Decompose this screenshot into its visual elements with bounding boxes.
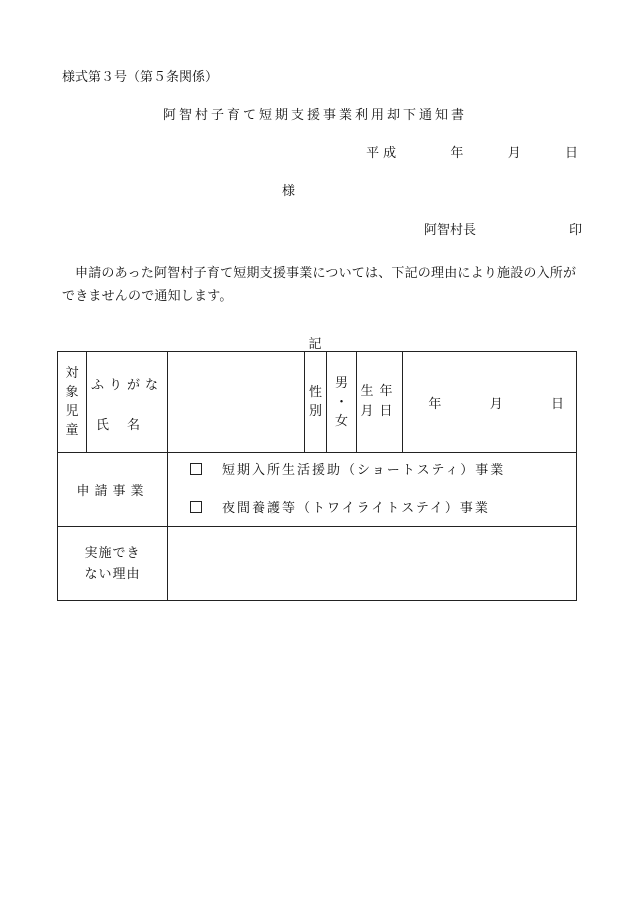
birth-label-bottom: 月日 bbox=[360, 404, 399, 419]
gender-options-cell[interactable] bbox=[327, 352, 357, 453]
furigana-name-label-cell bbox=[87, 352, 168, 453]
ki-label: 記 bbox=[308, 337, 322, 352]
name-input-cell[interactable] bbox=[168, 352, 305, 453]
service-label: 夜間養護等（トワイライトステイ）事業 bbox=[222, 500, 490, 516]
notice-body: 申請のあった阿智村子育て短期支援事業については、下記の理由により施設の入所ができませんので通知します。 bbox=[62, 266, 577, 304]
application-label: 申請事業 bbox=[76, 484, 149, 499]
subject-label-cell bbox=[58, 352, 87, 453]
date-era: 平成 bbox=[366, 146, 401, 161]
checkbox-icon[interactable] bbox=[190, 463, 202, 475]
reason-input-cell[interactable] bbox=[168, 527, 577, 601]
reason-label-line2: ない理由 bbox=[84, 566, 141, 582]
form-number: 様式第３号（第５条関係） bbox=[62, 70, 219, 85]
service-label: 短期入所生活援助（ショートスティ）事業 bbox=[222, 462, 506, 478]
checkbox-icon[interactable] bbox=[190, 501, 202, 513]
document-title: 阿智村子育て短期支援事業利用却下通知書 bbox=[162, 108, 467, 123]
service-option-short-stay[interactable] bbox=[190, 461, 576, 481]
date-month-unit: 月 bbox=[507, 146, 521, 161]
service-option-twilight-stay[interactable] bbox=[190, 499, 576, 519]
date-line bbox=[366, 142, 578, 161]
gender-male: 男 bbox=[334, 375, 348, 391]
gender-label-cell bbox=[305, 352, 327, 453]
date-year-unit: 年 bbox=[450, 146, 464, 161]
furigana-label: ふりがな bbox=[90, 378, 163, 393]
gender-female: 女 bbox=[334, 413, 348, 429]
birth-label-top: 生年 bbox=[360, 384, 399, 399]
reason-label-line1: 実施でき bbox=[84, 545, 141, 561]
gender-label: 性別 bbox=[309, 385, 323, 419]
name-label: 氏名 bbox=[95, 418, 158, 433]
services-cell bbox=[168, 453, 577, 527]
reason-label-cell bbox=[58, 527, 168, 601]
birth-label-cell bbox=[357, 352, 403, 453]
addressee-suffix: 様 bbox=[282, 184, 296, 199]
application-row bbox=[58, 453, 577, 527]
gender-dot: ・ bbox=[334, 394, 348, 410]
birth-month-unit: 月 bbox=[489, 396, 503, 412]
birth-year-unit: 年 bbox=[428, 396, 442, 412]
application-label-cell bbox=[58, 453, 168, 527]
seal-mark: 印 bbox=[569, 223, 583, 238]
subject-label: 対象児童 bbox=[65, 366, 79, 438]
form-table bbox=[57, 351, 577, 601]
date-day-unit: 日 bbox=[564, 146, 578, 161]
birth-day-unit: 日 bbox=[550, 396, 564, 412]
issuer-name: 阿智村長 bbox=[424, 223, 477, 238]
birth-date-cell[interactable] bbox=[403, 352, 577, 453]
reason-row bbox=[58, 527, 577, 601]
child-info-row bbox=[58, 352, 577, 453]
